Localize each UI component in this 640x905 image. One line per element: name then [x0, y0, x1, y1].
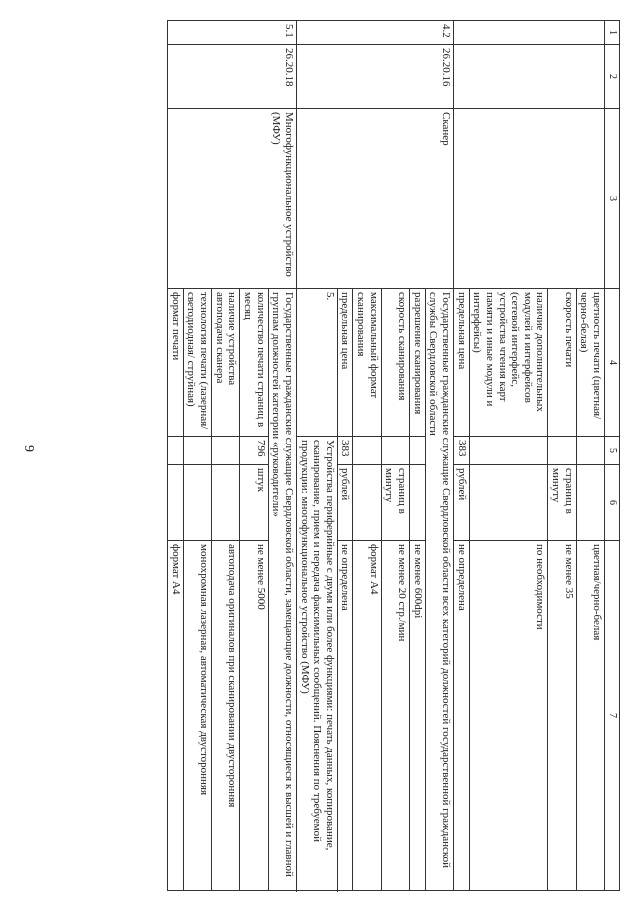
value-cell: не менее 35 [548, 541, 576, 891]
value-cell: не менее 5000 [240, 541, 268, 891]
value-cell: не определена [453, 541, 469, 891]
characteristic-cell: разрешение сканирования [410, 289, 426, 437]
section-description: Устройства периферийные с двумя или более функциями: печать данных, копирование, сканирование, прием и передача факсимильных сообщений. Пояснения по требуемой продукции: многофункциональное устройство (МФУ) [296, 437, 337, 891]
row-number: 5.1 [168, 21, 297, 45]
characteristic-cell: цветность печати (цветная/черно-белая) [576, 289, 604, 437]
characteristic-cell: количество печати страниц в месяц [240, 289, 268, 437]
value-cell: монохромная лазерная, автоматическая двусторонняя [183, 541, 211, 891]
product-name: Многофункциональное устройство (МФУ) [168, 109, 297, 289]
value-cell: не менее 600dpi [410, 541, 426, 891]
category-cell: Государственные гражданские служащие Свердловской области, замещающие должности, относящиеся к высшей и главной группам должностей категории «руководители» [268, 289, 296, 891]
row-number: 5. [296, 289, 337, 437]
characteristic-cell: максимальный формат сканирования [353, 289, 381, 437]
row-number: 4.2 [296, 21, 453, 45]
header-cell: 6 [605, 465, 620, 541]
category-cell: Государственные гражданские служащие Свердловской области всех категорий должностей государственной гражданской службы Свердловской области [425, 289, 453, 891]
header-cell: 5 [605, 437, 620, 465]
value-cell: формат А4 [353, 541, 381, 891]
value-cell: не менее 20 стр./мин [381, 541, 409, 891]
table-row: скорость печати страниц в минуту не менее 35 [548, 21, 576, 891]
header-cell: 3 [605, 109, 620, 289]
table-row: количество печати страниц в месяц 796 штук не менее 5000 [240, 21, 268, 891]
characteristic-cell: формат печати [168, 289, 184, 437]
characteristic-cell: скорость сканирования [381, 289, 409, 437]
header-cell: 2 [605, 45, 620, 109]
header-cell: 1 [605, 21, 620, 45]
characteristic-cell: наличие дополнительных модулей и интерфейсов (сетевой интерфейс, устройства чтения карт памяти и иные модули и интерфейсы) [469, 289, 548, 437]
value-cell: формат А4 [168, 541, 184, 891]
rotated-table-container [75, 20, 620, 890]
product-name: Сканер [296, 109, 453, 289]
characteristic-cell: скорость печати [548, 289, 576, 437]
okpd-code: 26.20.16 [296, 45, 453, 109]
table-row [425, 21, 453, 891]
characteristic-cell: технология печати (лазерная/ светодиодная/ струйная) [183, 289, 211, 437]
table-row: предельная цена 383 рублей не определена [453, 21, 469, 891]
table-row [268, 21, 296, 891]
characteristic-cell: предельная цена [337, 289, 353, 437]
characteristic-cell: предельная цена [453, 289, 469, 437]
value-cell: по необходимости [469, 541, 548, 891]
header-row [605, 21, 620, 891]
page-number: 9 [21, 445, 36, 452]
value-cell: не определена [337, 541, 353, 891]
table-row [576, 21, 604, 891]
table-row: скорость сканирования страниц в минуту не менее 20 стр./мин [381, 21, 409, 891]
value-cell: автоподача оригиналов при сканировании двусторонняя [212, 541, 240, 891]
catalog-table [167, 20, 620, 891]
table-row: предельная цена 383 рублей не определена [337, 21, 353, 891]
okpd-code: 26.20.18 [168, 45, 297, 109]
header-cell: 4 [605, 289, 620, 437]
value-cell: цветная/черно-белая [576, 541, 604, 891]
header-cell: 7 [605, 541, 620, 891]
characteristic-cell: наличие устройства автоподачи сканера [212, 289, 240, 437]
